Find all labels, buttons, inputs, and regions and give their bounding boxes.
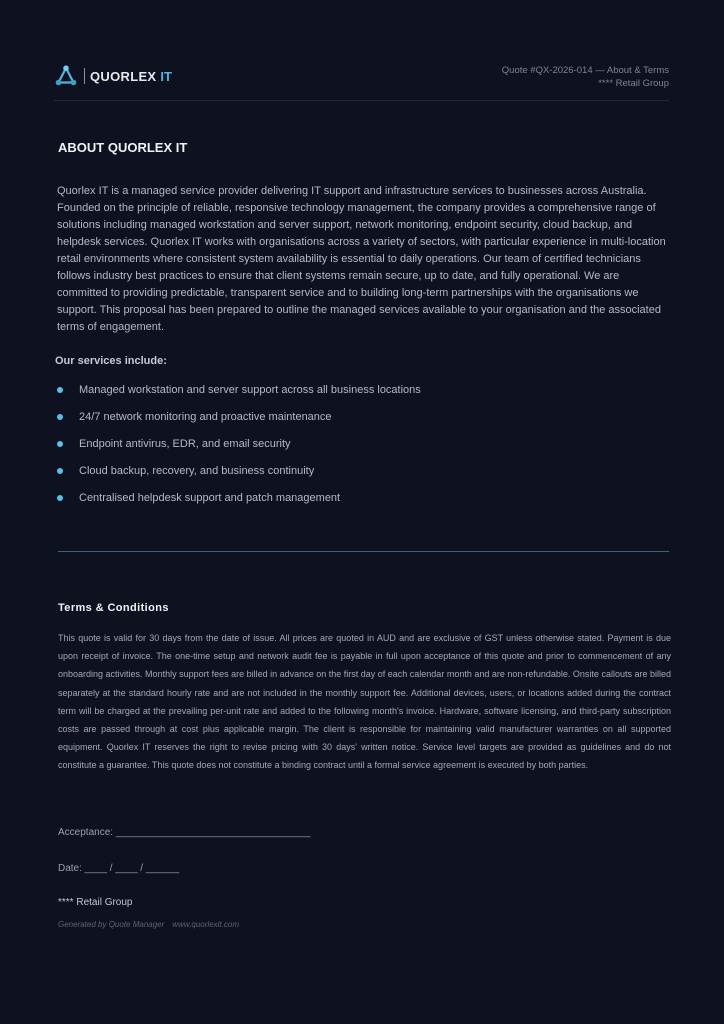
services-heading: Our services include:: [55, 355, 167, 367]
bullet-dot-icon: [57, 441, 63, 447]
terms-heading: Terms & Conditions: [58, 602, 169, 614]
service-item-label: Endpoint antivirus, EDR, and email security: [79, 438, 291, 450]
about-paragraph: Quorlex IT is a managed service provider delivering IT support and infrastructure services to businesses across Australia. Founded on the principle of reliable, responsive technology management, the company provides a comprehensive range of solutions including managed workstation and server support, network monitoring, endpoint security, cloud backup, and helpdesk services. Quorlex IT works with organisations across a variety of sectors, with particular experience in multi-location retail environments where consistent system availability is essential to daily operations. Our team of certified technicians follows industry best practices to ensure that client systems remain secure, up to date, and fully operational. We are committed to providing predictable, transparent service and to building long-term partnerships with the organisations we support. This proposal has been prepared to outline the managed services available to your organisation and the associated terms of engagement.: [57, 185, 666, 333]
quote-meta: [502, 64, 669, 90]
about-heading: ABOUT QUORLEX IT: [58, 140, 188, 155]
bullet-dot-icon: [57, 468, 63, 474]
service-item: [57, 409, 421, 436]
service-item: [57, 436, 421, 463]
service-item-label: Centralised helpdesk support and patch management: [79, 492, 341, 504]
bullet-dot-icon: [57, 414, 63, 420]
logo-divider: [84, 68, 85, 84]
signatory-name: **** Retail Group: [58, 897, 133, 908]
client-name: **** Retail Group: [598, 78, 669, 89]
service-item-label: Managed workstation and server support across all business locations: [79, 384, 421, 396]
service-item: [57, 490, 421, 517]
service-item: [57, 382, 421, 409]
generator-note: Generated by Quote Manager: [58, 920, 165, 929]
bullet-dot-icon: [57, 387, 63, 393]
service-item-label: Cloud backup, recovery, and business continuity: [79, 465, 315, 477]
website-link[interactable]: www.quorlexit.com: [172, 920, 239, 929]
service-item: [57, 463, 421, 490]
terms-paragraph: This quote is valid for 30 days from the date of issue. All prices are quoted in AUD and are exclusive of GST unless otherwise stated. Payment is due upon receipt of invoice. The one-time setup and network audit fee is payable in full upon acceptance of this quote and prior to commencement of any onboarding activities. Monthly support fees are billed in advance on the first day of each calendar month and are non-refundable. Onsite callouts are billed separately at the standard hourly rate and are not included in the monthly support fee. Additional devices, users, or locations added during the contract term will be charged at the prevailing per-unit rate and added to the following month's invoice. Hardware, software licensing, and third-party subscription costs are passed through at cost plus applicable margin. The client is responsible for maintaining valid manufacturer warranties on all supported equipment. Quorlex IT reserves the right to revise pricing with 30 days' written notice. Service level targets are provided as guidelines and do not constitute a guarantee. This quote does not constitute a binding contract until a formal service agreement is executed by both parties.: [58, 633, 671, 771]
quote-reference: Quote #QX-2026-014 — About & Terms: [501, 65, 669, 76]
services-list: [57, 382, 421, 517]
date-line: Date: ____ / ____ / ______: [58, 863, 180, 874]
triangle-nodes-icon: [54, 64, 78, 88]
acceptance-signature-line: Acceptance: ___________________________________: [58, 827, 311, 838]
page-header: [54, 60, 669, 101]
company-logo: [54, 64, 172, 88]
service-item-label: 24/7 network monitoring and proactive maintenance: [79, 411, 332, 423]
generated-footer: [58, 920, 239, 929]
logo-wordmark: QUORLEX: [90, 68, 157, 84]
logo-accent-text: IT: [160, 68, 172, 84]
bullet-dot-icon: [57, 495, 63, 501]
section-divider: [58, 551, 669, 552]
